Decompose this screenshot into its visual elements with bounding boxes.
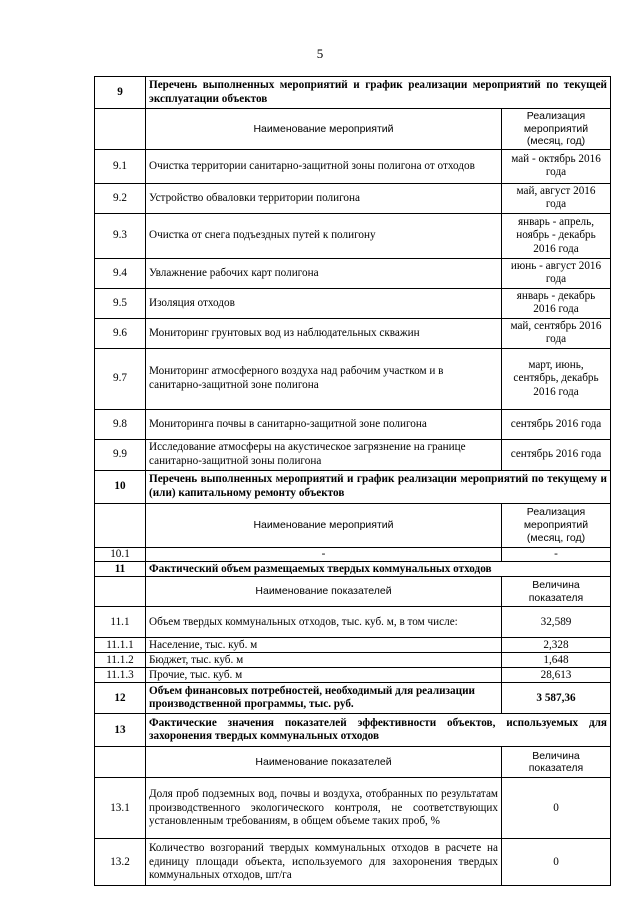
section-header [95,714,611,747]
row-name: Объем твердых коммунальных отходов, тыс. куб. м, в том числе: [146,607,502,638]
row-number: 9.6 [95,318,146,348]
row-number: 9.5 [95,288,146,318]
row-name: Количество возгораний твердых коммунальных отходов в расчете на единицу площади объекта, используемого для захоронения твердых коммунальных отходов, шт/га [146,839,502,886]
row-number: 9.8 [95,409,146,439]
column-header: Реализация мероприятий (месяц, год) [502,109,611,150]
row-value: 0 [502,778,611,839]
row-name: Исследование атмосферы на акустическое загрязнение на границе санитарно-защитной зоны полигона [146,439,502,470]
row-number: 9.4 [95,258,146,288]
section-title: Перечень выполненных мероприятий и график реализации мероприятий по текущему и (или) капитальному ремонту объектов [146,470,611,503]
section-number: 9 [95,77,146,109]
column-header: Величина показателя [502,747,611,778]
table-row [95,778,611,839]
section-title: Перечень выполненных мероприятий и график реализации мероприятий по текущей эксплуатации объектов [146,77,611,109]
row-number: 9.9 [95,439,146,470]
section-header [95,562,611,577]
row-number: 9.7 [95,348,146,409]
row-value: март, июнь, сентябрь, декабрь 2016 года [502,348,611,409]
table-row [95,288,611,318]
column-header-row [95,109,611,150]
section-header [95,470,611,503]
table-row [95,409,611,439]
row-name: Бюджет, тыс. куб. м [146,653,502,668]
table-row [95,638,611,653]
table-row [95,653,611,668]
row-value: 1,648 [502,653,611,668]
row-name: Доля проб подземных вод, почвы и воздуха, отобранных по результатам производственного экологического контроля, не соответствующих установленным требованиям, в общем объеме таких проб, % [146,778,502,839]
section-header [95,683,611,714]
row-number: 11.1.2 [95,653,146,668]
row-name: Мониторинг атмосферного воздуха над рабочим участком и в санитарно-защитной зоне полигона [146,348,502,409]
column-header: Величина показателя [502,577,611,607]
row-value: май, август 2016 года [502,183,611,213]
table-row [95,547,611,561]
row-value: 0 [502,839,611,886]
row-name: Мониторинга почвы в санитарно-защитной зоне полигона [146,409,502,439]
row-number: 9.3 [95,213,146,258]
section-title: Фактический объем размещаемых твердых коммунальных отходов [146,562,611,577]
row-value: 28,613 [502,668,611,683]
row-name: Устройство обваловки территории полигона [146,183,502,213]
row-value: январь - декабрь 2016 года [502,288,611,318]
row-name: Прочие, тыс. куб. м [146,668,502,683]
column-header-row [95,747,611,778]
section-header [95,77,611,109]
page-number: 5 [316,46,324,61]
row-number: 13.2 [95,839,146,886]
row-number: 9.2 [95,183,146,213]
row-value: - [502,547,611,561]
table-row [95,213,611,258]
row-value: 32,589 [502,607,611,638]
section-title: Фактические значения показателей эффективности объектов, используемых для захоронения твердых коммунальных отходов [146,714,611,747]
section-number: 10 [95,470,146,503]
row-value: май - октябрь 2016 года [502,149,611,183]
row-value: сентябрь 2016 года [502,439,611,470]
row-value: 3 587,36 [502,683,611,714]
row-value: сентябрь 2016 года [502,409,611,439]
column-header: Наименование показателей [146,747,502,778]
row-name: Очистка от снега подъездных путей к полигону [146,213,502,258]
row-name: Мониторинг грунтовых вод из наблюдательных скважин [146,318,502,348]
table-row [95,149,611,183]
table-row [95,668,611,683]
table-row [95,183,611,213]
section-number: 13 [95,714,146,747]
row-number: 11.1.3 [95,668,146,683]
section-number: 12 [95,683,146,714]
table-row [95,439,611,470]
row-value: 2,328 [502,638,611,653]
row-number: 10.1 [95,547,146,561]
row-value: июнь - август 2016 года [502,258,611,288]
table-row [95,258,611,288]
row-name: Изоляция отходов [146,288,502,318]
column-header: Наименование мероприятий [146,503,502,547]
program-table [94,76,611,886]
section-number: 11 [95,562,146,577]
table-row [95,348,611,409]
table-row [95,318,611,348]
row-number: 11.1 [95,607,146,638]
row-number: 13.1 [95,778,146,839]
row-name: Увлажнение рабочих карт полигона [146,258,502,288]
row-number: 11.1.1 [95,638,146,653]
row-value: январь - апрель, ноябрь - декабрь 2016 года [502,213,611,258]
column-header: Реализация мероприятий (месяц, год) [502,503,611,547]
row-value: май, сентябрь 2016 года [502,318,611,348]
column-header: Наименование мероприятий [146,109,502,150]
column-header-row [95,503,611,547]
table-row [95,839,611,886]
row-name: - [146,547,502,561]
column-header-row [95,577,611,607]
section-title: Объем финансовых потребностей, необходимый для реализации производственной программы, тыс. руб. [146,683,502,714]
table-row [95,607,611,638]
row-name: Очистка территории санитарно-защитной зоны полигона от отходов [146,149,502,183]
row-number: 9.1 [95,149,146,183]
row-name: Население, тыс. куб. м [146,638,502,653]
column-header: Наименование показателей [146,577,502,607]
